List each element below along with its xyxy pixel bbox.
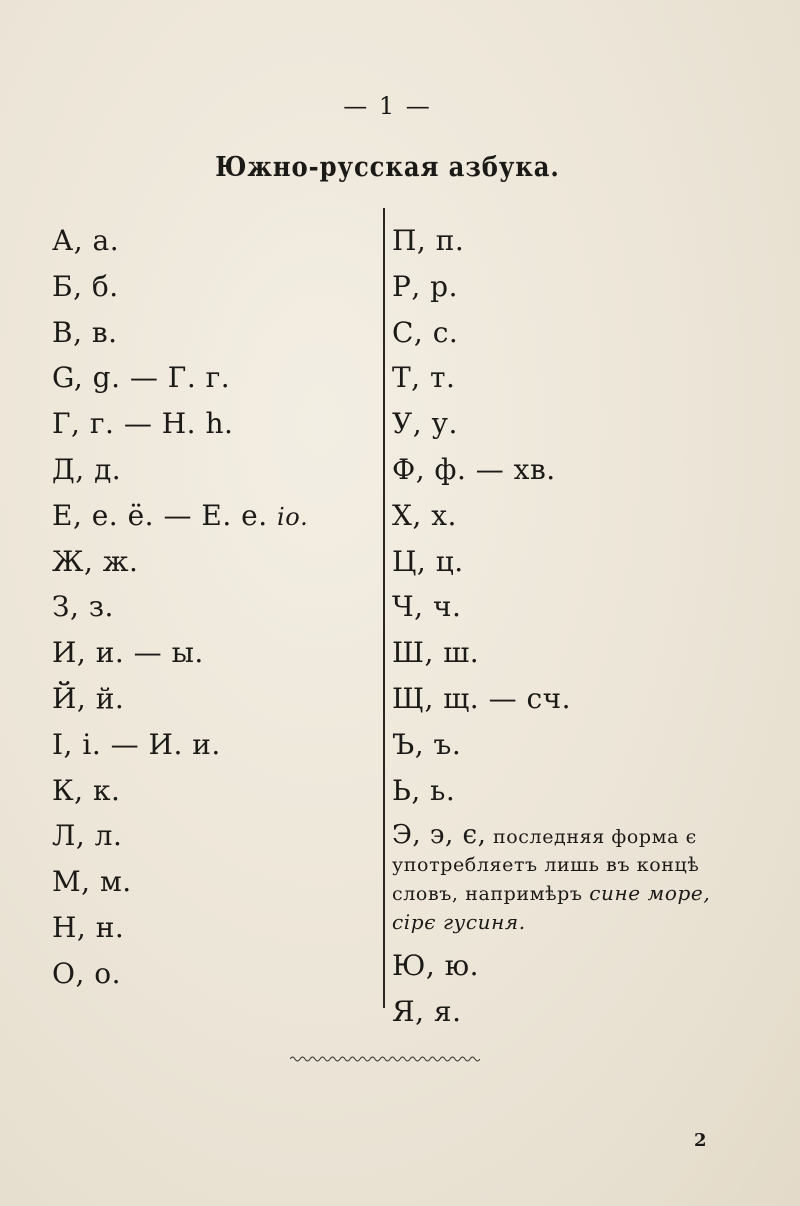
letter-forms: В, в.: [52, 315, 118, 349]
alphabet-entry: [52, 264, 372, 310]
letter-forms: Ц, ц.: [392, 544, 464, 578]
letter-forms: Р, р.: [392, 269, 458, 303]
letter-equivalent-note: — хв.: [466, 452, 556, 486]
letter-forms: I, i.: [52, 727, 102, 761]
letter-forms: С, с.: [392, 315, 459, 349]
column-divider: [383, 208, 385, 1008]
letter-forms: О, о.: [52, 956, 122, 990]
letter-forms: Г, г.: [52, 407, 115, 441]
letter-forms: G, g.: [52, 361, 121, 395]
alphabet-entry: [52, 951, 372, 997]
alphabet-entry: [52, 768, 372, 814]
letter-forms: Ь, ь.: [392, 773, 456, 807]
alphabet-entry: [52, 584, 372, 630]
letter-forms: Ю, ю.: [392, 949, 479, 983]
letter-forms: Х, х.: [392, 498, 457, 532]
alphabet-entry: [52, 813, 372, 859]
alphabet-entry: [52, 539, 372, 585]
ornament-divider: [290, 1052, 480, 1066]
alphabet-entry: [392, 630, 732, 676]
letter-forms: Л, л.: [52, 819, 123, 853]
alphabet-entry: [52, 401, 372, 447]
letter-forms: И, и.: [52, 636, 125, 670]
letter-equivalent-note: — сч.: [479, 681, 572, 715]
letter-equivalent-note: — И. и.: [101, 727, 221, 761]
letter-forms: Е, е. ё.: [52, 498, 155, 532]
alphabet-entry: [392, 401, 732, 447]
e-letter-description: последняя форма є употребляетъ лишь въ концѣ словъ, напримѣръ: [392, 826, 700, 906]
e-letter-forms: Э, э, є,: [392, 820, 487, 851]
alphabet-entry: [392, 539, 732, 585]
letter-forms: Я, я.: [392, 995, 462, 1029]
alphabet-entry: [52, 493, 372, 539]
alphabet-entry: [392, 447, 732, 493]
alphabet-entry: [392, 989, 732, 1035]
alphabet-entry: [52, 630, 372, 676]
letter-forms: Б, б.: [52, 269, 119, 303]
letter-forms: З, з.: [52, 590, 114, 624]
printer-signature-mark: 2: [694, 1130, 707, 1151]
letter-forms: Ж, ж.: [52, 544, 139, 578]
alphabet-entry: [392, 676, 732, 722]
letter-forms: Д, д.: [52, 452, 122, 486]
alphabet-entry: [392, 943, 732, 989]
alphabet-entry: [392, 722, 732, 768]
right-alphabet-column: [392, 218, 732, 1035]
letter-forms: Ъ, ъ.: [392, 727, 462, 761]
letter-equivalent-note: — Н. h.: [114, 407, 234, 441]
letter-equivalent-note: — Е. е.: [154, 498, 268, 532]
alphabet-entry: [392, 768, 732, 814]
letter-forms: У, у.: [392, 407, 458, 441]
letter-forms: Ш, ш.: [392, 636, 480, 670]
page-title: Южно-русская азбука.: [215, 152, 560, 183]
alphabet-entry: [392, 493, 732, 539]
left-alphabet-column: [52, 218, 372, 997]
alphabet-entry: [392, 310, 732, 356]
alphabet-entry: [52, 310, 372, 356]
letter-forms: А, а.: [52, 224, 120, 257]
alphabet-entry: [392, 218, 732, 264]
letter-forms: Й, й.: [52, 681, 125, 715]
alphabet-entry: [52, 859, 372, 905]
alphabet-entry: [392, 355, 732, 401]
alphabet-entry: [52, 218, 372, 264]
letter-forms: К, к.: [52, 773, 121, 807]
alphabet-entry: [52, 447, 372, 493]
letter-forms: Т, т.: [392, 361, 456, 395]
letter-forms: Н, н.: [52, 910, 125, 944]
e-letter-paragraph: [392, 821, 722, 937]
page-number: — 1 —: [343, 92, 432, 120]
alphabet-entry: [52, 722, 372, 768]
alphabet-entry: [52, 676, 372, 722]
alphabet-entry: [392, 264, 732, 310]
letter-forms: Щ, щ.: [392, 681, 480, 715]
letter-italic-note: іо.: [277, 502, 309, 531]
alphabet-entry: [52, 355, 372, 401]
letter-forms: Ч, ч.: [392, 590, 462, 624]
e-letter-example: сине море, сірє гусиня.: [392, 881, 711, 935]
letter-forms: Ф, ф.: [392, 452, 467, 486]
letter-forms: П, п.: [392, 224, 465, 257]
letter-equivalent-note: — ы.: [124, 636, 204, 670]
letter-equivalent-note: — Г. г.: [120, 361, 231, 395]
alphabet-entry: [52, 905, 372, 951]
letter-forms: М, м.: [52, 865, 132, 899]
alphabet-entry: [392, 584, 732, 630]
